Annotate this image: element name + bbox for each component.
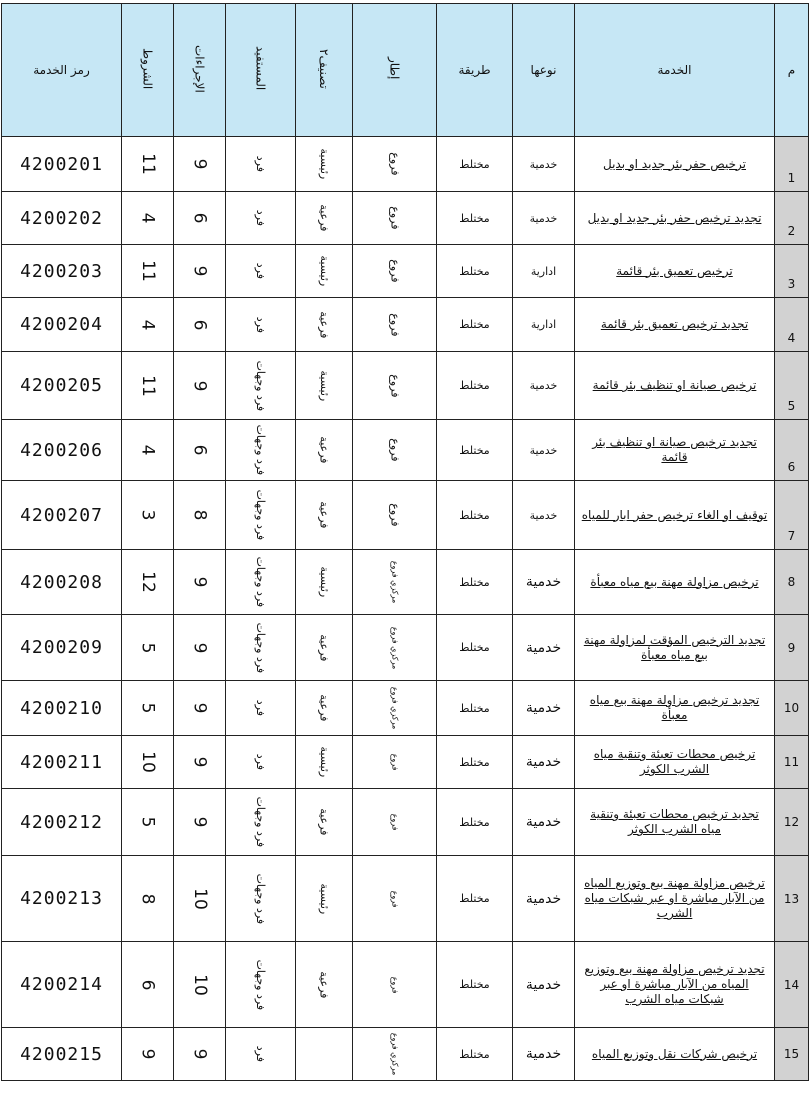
- header-conditions: الشروط: [122, 4, 174, 137]
- service-name: تجديد ترخيص محطات تعبئة وتنقية مياه الشرب الكوثر: [575, 789, 775, 856]
- row-number: 5: [775, 352, 809, 420]
- classification: فرعية: [296, 298, 353, 352]
- framework: فروع: [353, 420, 437, 481]
- service-code: 4200204: [2, 298, 122, 352]
- service-kind: خدمية: [513, 352, 575, 420]
- conditions-count: 12: [122, 550, 174, 615]
- beneficiary: فرد: [226, 192, 296, 245]
- service-name: ترخيص حفر بئر جديد او بديل: [575, 137, 775, 192]
- header-classification: تصنيف٢: [296, 4, 353, 137]
- row-number: 4: [775, 298, 809, 352]
- table-row: [2, 245, 809, 298]
- beneficiary: فرد: [226, 137, 296, 192]
- table-row: [2, 481, 809, 550]
- service-kind: خدمية: [513, 192, 575, 245]
- header-m: م: [775, 4, 809, 137]
- procedures-count: 6: [174, 298, 226, 352]
- conditions-count: 11: [122, 245, 174, 298]
- beneficiary: فرد وجهات: [226, 420, 296, 481]
- header-kind: نوعها: [513, 4, 575, 137]
- beneficiary: فرد: [226, 681, 296, 736]
- service-code: 4200211: [2, 736, 122, 789]
- method: مختلط: [437, 1028, 513, 1081]
- service-name: ترخيص صيانة او تنظيف بئر قائمة: [575, 352, 775, 420]
- procedures-count: 9: [174, 137, 226, 192]
- table-row: [2, 856, 809, 942]
- service-code: 4200203: [2, 245, 122, 298]
- conditions-count: 11: [122, 352, 174, 420]
- procedures-count: 10: [174, 942, 226, 1028]
- service-code: 4200206: [2, 420, 122, 481]
- service-code: 4200202: [2, 192, 122, 245]
- service-kind: ادارية: [513, 245, 575, 298]
- framework: فروع: [353, 298, 437, 352]
- procedures-count: 9: [174, 789, 226, 856]
- framework: مركزي فروع: [353, 615, 437, 681]
- row-number: 14: [775, 942, 809, 1028]
- beneficiary: فرد وجهات: [226, 942, 296, 1028]
- row-number: 12: [775, 789, 809, 856]
- table-row: [2, 550, 809, 615]
- service-code: 4200208: [2, 550, 122, 615]
- row-number: 9: [775, 615, 809, 681]
- service-code: 4200205: [2, 352, 122, 420]
- classification: [296, 1028, 353, 1081]
- beneficiary: فرد وجهات: [226, 789, 296, 856]
- method: مختلط: [437, 681, 513, 736]
- service-code: 4200207: [2, 481, 122, 550]
- header-row: [2, 4, 809, 137]
- conditions-count: 5: [122, 681, 174, 736]
- service-kind: خدمية: [513, 615, 575, 681]
- header-service: الخدمة: [575, 4, 775, 137]
- service-name: ترخيص شركات نقل وتوزيع المياه: [575, 1028, 775, 1081]
- procedures-count: 9: [174, 550, 226, 615]
- row-number: 3: [775, 245, 809, 298]
- procedures-count: 6: [174, 420, 226, 481]
- procedures-count: 10: [174, 856, 226, 942]
- table-row: [2, 137, 809, 192]
- row-number: 13: [775, 856, 809, 942]
- row-number: 1: [775, 137, 809, 192]
- procedures-count: 9: [174, 736, 226, 789]
- service-kind: خدمية: [513, 856, 575, 942]
- framework: فروع: [353, 245, 437, 298]
- row-number: 2: [775, 192, 809, 245]
- beneficiary: فرد وجهات: [226, 856, 296, 942]
- method: مختلط: [437, 420, 513, 481]
- service-kind: خدمية: [513, 1028, 575, 1081]
- service-name: تجديد ترخيص صيانة او تنظيف بئر قائمة: [575, 420, 775, 481]
- method: مختلط: [437, 736, 513, 789]
- table-row: [2, 420, 809, 481]
- procedures-count: 9: [174, 681, 226, 736]
- table-row: [2, 789, 809, 856]
- row-number: 10: [775, 681, 809, 736]
- table-row: [2, 681, 809, 736]
- framework: فروع: [353, 481, 437, 550]
- conditions-count: 4: [122, 420, 174, 481]
- service-kind: خدمية: [513, 789, 575, 856]
- service-code: 4200215: [2, 1028, 122, 1081]
- service-name: تجديد ترخيص مزاولة مهنة بيع وتوزيع المياه من الآبار مباشرة او عبر شبكات مياه الشرب: [575, 942, 775, 1028]
- classification: فرعية: [296, 192, 353, 245]
- service-kind: خدمية: [513, 137, 575, 192]
- classification: رئيسية: [296, 352, 353, 420]
- header-framework: إطار: [353, 4, 437, 137]
- framework: مركزي فروع: [353, 1028, 437, 1081]
- conditions-count: 5: [122, 615, 174, 681]
- service-code: 4200212: [2, 789, 122, 856]
- beneficiary: فرد: [226, 245, 296, 298]
- method: مختلط: [437, 137, 513, 192]
- method: مختلط: [437, 856, 513, 942]
- classification: فرعية: [296, 789, 353, 856]
- conditions-count: 10: [122, 736, 174, 789]
- classification: فرعية: [296, 420, 353, 481]
- classification: فرعية: [296, 615, 353, 681]
- conditions-count: 6: [122, 942, 174, 1028]
- service-name: تجديد ترخيص حفر بئر جديد او بديل: [575, 192, 775, 245]
- header-beneficiary: المستفيد: [226, 4, 296, 137]
- conditions-count: 5: [122, 789, 174, 856]
- header-code: رمز الخدمة: [2, 4, 122, 137]
- conditions-count: 4: [122, 192, 174, 245]
- procedures-count: 9: [174, 245, 226, 298]
- beneficiary: فرد وجهات: [226, 352, 296, 420]
- service-kind: خدمية: [513, 550, 575, 615]
- service-code: 4200210: [2, 681, 122, 736]
- classification: فرعية: [296, 481, 353, 550]
- beneficiary: فرد وجهات: [226, 481, 296, 550]
- classification: فرعية: [296, 681, 353, 736]
- service-kind: خدمية: [513, 481, 575, 550]
- framework: فروع: [353, 137, 437, 192]
- table-row: [2, 298, 809, 352]
- service-kind: خدمية: [513, 942, 575, 1028]
- row-number: 15: [775, 1028, 809, 1081]
- service-kind: خدمية: [513, 736, 575, 789]
- row-number: 11: [775, 736, 809, 789]
- row-number: 7: [775, 481, 809, 550]
- table-row: [2, 352, 809, 420]
- service-name: ترخيص مزاولة مهنة بيع وتوزيع المياه من الآبار مباشرة او عبر شبكات مياه الشرب: [575, 856, 775, 942]
- row-number: 8: [775, 550, 809, 615]
- procedures-count: 9: [174, 352, 226, 420]
- conditions-count: 11: [122, 137, 174, 192]
- beneficiary: فرد: [226, 1028, 296, 1081]
- table-row: [2, 736, 809, 789]
- classification: رئيسية: [296, 736, 353, 789]
- procedures-count: 9: [174, 1028, 226, 1081]
- table-row: [2, 1028, 809, 1081]
- beneficiary: فرد: [226, 736, 296, 789]
- service-kind: خدمية: [513, 681, 575, 736]
- method: مختلط: [437, 192, 513, 245]
- service-code: 4200214: [2, 942, 122, 1028]
- service-name: تجديد الترخيص المؤقت لمزاولة مهنة بيع مياه معبأة: [575, 615, 775, 681]
- beneficiary: فرد: [226, 298, 296, 352]
- framework: فروع: [353, 789, 437, 856]
- header-procedures: الإجراءات: [174, 4, 226, 137]
- table-row: [2, 615, 809, 681]
- conditions-count: 4: [122, 298, 174, 352]
- framework: فروع: [353, 736, 437, 789]
- service-name: ترخيص مزاولة مهنة بيع مياه معبأة: [575, 550, 775, 615]
- framework: فروع: [353, 352, 437, 420]
- method: مختلط: [437, 245, 513, 298]
- framework: فروع: [353, 856, 437, 942]
- method: مختلط: [437, 942, 513, 1028]
- classification: رئيسية: [296, 137, 353, 192]
- service-code: 4200213: [2, 856, 122, 942]
- framework: مركزي فروع: [353, 681, 437, 736]
- service-kind: خدمية: [513, 420, 575, 481]
- service-code: 4200201: [2, 137, 122, 192]
- procedures-count: 6: [174, 192, 226, 245]
- framework: مركزي فروع: [353, 550, 437, 615]
- service-name: توقيف او الغاء ترخيص حفر ابار للمياه: [575, 481, 775, 550]
- method: مختلط: [437, 615, 513, 681]
- classification: رئيسية: [296, 856, 353, 942]
- row-number: 6: [775, 420, 809, 481]
- beneficiary: فرد وجهات: [226, 615, 296, 681]
- method: مختلط: [437, 352, 513, 420]
- table-row: [2, 942, 809, 1028]
- procedures-count: 9: [174, 615, 226, 681]
- framework: فروع: [353, 192, 437, 245]
- procedures-count: 8: [174, 481, 226, 550]
- service-kind: ادارية: [513, 298, 575, 352]
- method: مختلط: [437, 481, 513, 550]
- service-name: تجديد ترخيص مزاولة مهنة بيع مياه معبأة: [575, 681, 775, 736]
- services-table: [1, 3, 809, 1081]
- service-code: 4200209: [2, 615, 122, 681]
- classification: رئيسية: [296, 245, 353, 298]
- conditions-count: 3: [122, 481, 174, 550]
- method: مختلط: [437, 298, 513, 352]
- service-name: تجديد ترخيص تعميق بئر قائمة: [575, 298, 775, 352]
- service-name: ترخيص محطات تعبئة وتنقية مياه الشرب الكوثر: [575, 736, 775, 789]
- method: مختلط: [437, 789, 513, 856]
- header-method: طريقة: [437, 4, 513, 137]
- classification: رئيسية: [296, 550, 353, 615]
- service-name: ترخيص تعميق بئر قائمة: [575, 245, 775, 298]
- method: مختلط: [437, 550, 513, 615]
- framework: فروع: [353, 942, 437, 1028]
- conditions-count: 9: [122, 1028, 174, 1081]
- conditions-count: 8: [122, 856, 174, 942]
- beneficiary: فرد وجهات: [226, 550, 296, 615]
- classification: فرعية: [296, 942, 353, 1028]
- table-row: [2, 192, 809, 245]
